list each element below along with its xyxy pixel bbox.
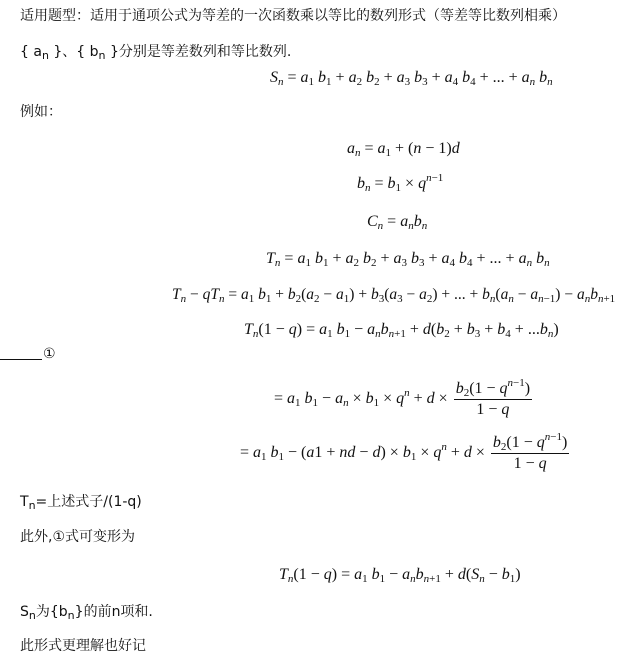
- formula-sn-sum: $S_n = a_1$ $b_1 + a_2$ $b_2 + a_3$ $b_3 + a_4$ $b_4$ + ... + $a_n$ $b_n$: [270, 69, 553, 88]
- circle-one-marker: ①: [43, 346, 56, 362]
- fraction-2: $\frac{b_2(1 - q^{n-1})}{1 - q}$: [492, 431, 568, 472]
- seq-tail: }分别是等差数列和等比数列.: [105, 44, 292, 60]
- sn-note-sub2: n: [67, 609, 75, 622]
- sn-note: [20, 603, 153, 621]
- tn-note-pre: T: [20, 494, 29, 510]
- sn-note-rest: }的前n项和.: [74, 604, 153, 620]
- sn-note-pre: S: [20, 604, 29, 620]
- formula-tn-one-minus-q: $T_n(1 - q) = a_1$ $b_1 - a_nb_{n+1} + d(b_2 + b_3 + b_4 + ...b_n)$: [244, 321, 559, 340]
- tn-note: [20, 493, 142, 511]
- blank-underline: [0, 359, 42, 360]
- example-label: 例如：: [20, 104, 62, 120]
- seq-b-sub: n: [98, 49, 106, 62]
- formula-bn: $b_n = b_1 \times q^{n-1}$: [357, 172, 444, 194]
- formula-tn-sum: $T_n = a_1$ $b_1 + a_2$ $b_2 + a_3$ $b_3 + a_4$ $b_4$ + ... + $a_n$ $b_n$: [266, 250, 550, 269]
- transform-note: 此外,①式可变形为: [20, 529, 136, 545]
- sequence-definition: [20, 43, 291, 61]
- formula-tn-sn-form: $T_n(1 - q) = a_1$ $b_1 - a_nb_{n+1} + d(S_n - b_1)$: [279, 566, 521, 585]
- fraction-1: $\frac{b_2(1 - q^{n-1})}{1 - q}$: [455, 377, 531, 418]
- seq-a-sub: n: [41, 49, 49, 62]
- formula-cn: $C_n = a_nb_n$: [367, 213, 428, 232]
- seq-a-open: { a: [20, 44, 42, 60]
- tn-note-rest: =上述式子/(1-q): [35, 494, 142, 510]
- formula-an: $a_n = a_1 + (n - 1)d$: [347, 140, 460, 159]
- tn-note-sub: n: [28, 499, 36, 512]
- header-line: 适用题型：适用于通项公式为等差的一次函数乘以等比的数列形式（等差等比数列相乘）: [20, 8, 566, 24]
- seq-mid: }、{ b: [48, 44, 99, 60]
- formula-expanded-1: = $a_1$ $b_1 - a_n \times b_1 \times q^n + d$ × $\frac{b_2(1 - q^{n-1})}{1 - q}$: [274, 377, 531, 418]
- formula-expanded-2: = $a_1$ $b_1 - (a1$ + nd − $d) \times b_1 \times q^n + d$ × $\frac{b_2(1 - q^{n-1})}{1 - q}$: [240, 431, 568, 472]
- sn-note-mid: 为{b: [35, 604, 68, 620]
- sn-note-sub1: n: [28, 609, 36, 622]
- formula-tn-minus-qtn: $T_n - qT_n = a_1$ $b_1 + b_2(a_2 - a_1) + b_3(a_3 - a_2)$ + ... + $b_n(a_n - a_{n-1}) - a_nb_{n+1}$: [172, 286, 616, 305]
- closing-note: 此形式更理解也好记: [20, 638, 146, 654]
